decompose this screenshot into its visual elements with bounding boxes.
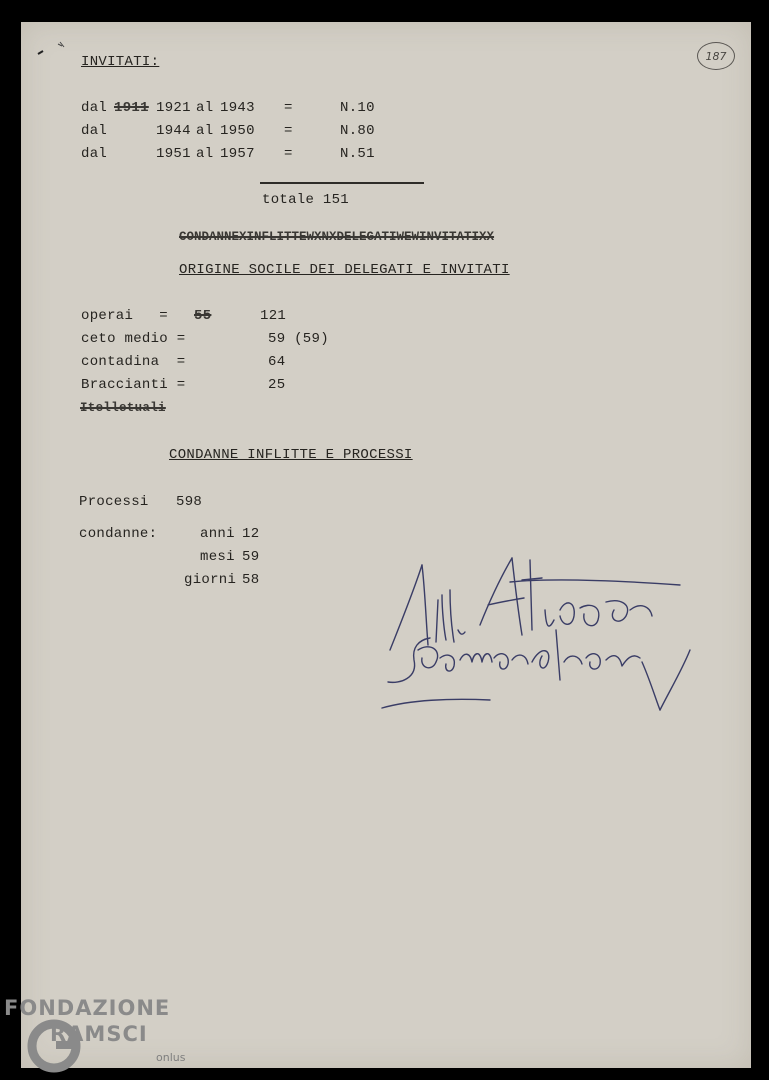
processi-label: Processi [79, 494, 149, 510]
count-value: N.10 [340, 100, 375, 116]
al-label: al [196, 146, 214, 162]
totale: totale 151 [262, 192, 350, 208]
year-to: 1957 [220, 146, 255, 162]
equals-sign: = [284, 123, 293, 139]
year-to: 1950 [220, 123, 255, 139]
document-page [21, 22, 751, 1068]
dal-label: dal [81, 100, 108, 116]
dal-label: dal [81, 123, 108, 139]
origine-label: contadina = [81, 354, 186, 370]
invitati-heading: INVITATI: [81, 54, 160, 70]
al-label: al [196, 123, 214, 139]
watermark-line1: FONDAZIONE [4, 996, 171, 1020]
equals-sign: = [284, 100, 293, 116]
struck-value: 55 [194, 308, 212, 324]
condanne-label: condanne: [79, 526, 158, 542]
page-number: 187 [697, 42, 735, 70]
condanne-heading: CONDANNE INFLITTE E PROCESSI [169, 447, 413, 463]
dal-label: dal [81, 146, 108, 162]
origine-value: 121 [260, 308, 287, 324]
count-value: N.51 [340, 146, 375, 162]
year-to: 1943 [220, 100, 255, 116]
condanne-unit: mesi [200, 549, 235, 565]
condanne-value: 12 [242, 526, 260, 542]
struck-heading: CONDANNEXINFLITTEWXNXDELEGATIWEWINVITATIXX [179, 230, 495, 244]
foundation-watermark [4, 996, 204, 1076]
condanne-unit: anni [200, 526, 235, 542]
handwritten-signature [370, 550, 710, 725]
origine-label: operai = [81, 308, 169, 324]
count-value: N.80 [340, 123, 375, 139]
pen-mark-icon [36, 40, 68, 60]
struck-year: 1911 [114, 100, 149, 116]
origine-label: Braccianti = [81, 377, 186, 393]
watermark-onlus: onlus [156, 1051, 186, 1064]
origine-value: 25 [268, 377, 286, 393]
origine-value: 59 (59) [268, 331, 329, 347]
year-from: 1944 [156, 123, 191, 139]
origine-heading: ORIGINE SOCILE DEI DELEGATI E INVITATI [179, 262, 510, 278]
processi-value: 598 [176, 494, 203, 510]
year-from: 1921 [156, 100, 191, 116]
origine-label: ceto medio = [81, 331, 186, 347]
condanne-value: 59 [242, 549, 260, 565]
struck-line: Itelletuali [80, 401, 166, 415]
al-label: al [196, 100, 214, 116]
condanne-value: 58 [242, 572, 260, 588]
year-from: 1951 [156, 146, 191, 162]
origine-value: 64 [268, 354, 286, 370]
watermark-line2: RAMSCI [50, 1022, 148, 1046]
equals-sign: = [284, 146, 293, 162]
condanne-unit: giorni [184, 572, 237, 588]
total-rule [260, 182, 424, 184]
